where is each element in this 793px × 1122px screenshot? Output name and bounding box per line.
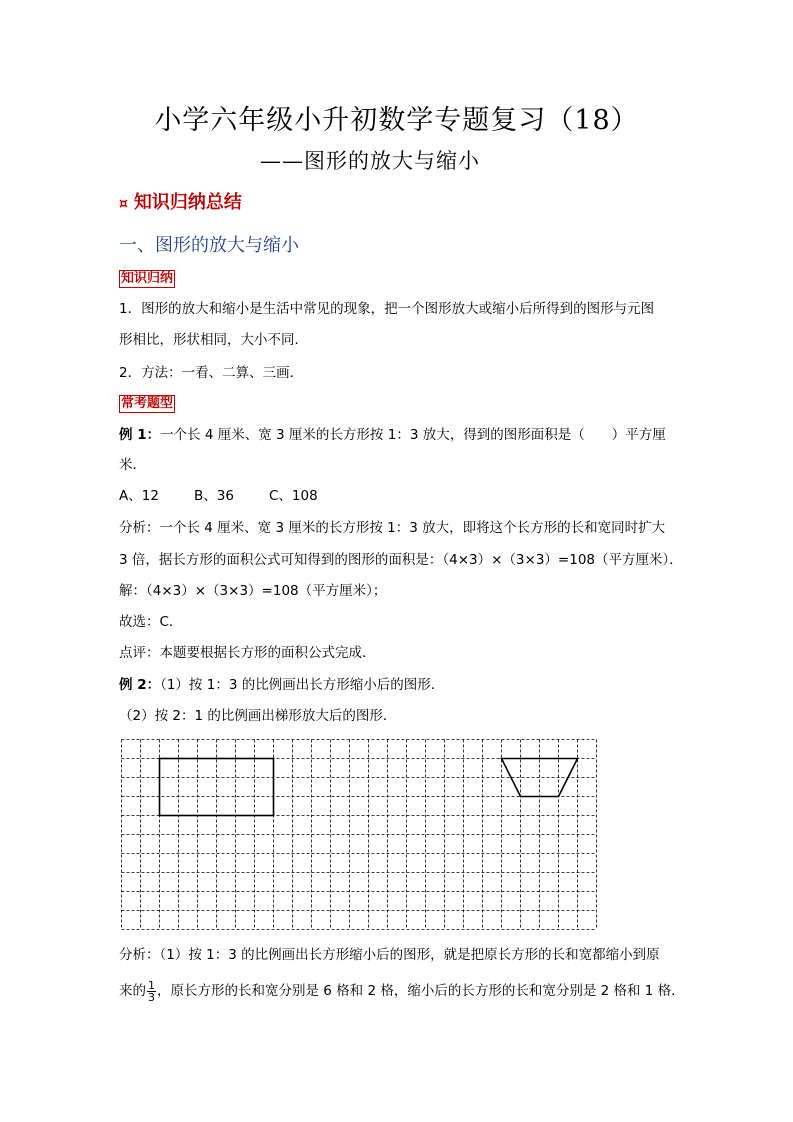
option-c: C、108	[269, 488, 318, 504]
example1-options	[119, 481, 679, 511]
example1-solution: 解：（4×3）×（3×3）=108（平方厘米）；	[119, 583, 387, 599]
analysis-prefix: 来的	[119, 983, 146, 999]
example1-text-2: 米．	[119, 457, 146, 473]
fraction-denominator: 3	[148, 990, 155, 1004]
example1-comment: 点评：本题要根据长方形的面积公式完成．	[119, 645, 376, 661]
example1-label: 例 1：	[119, 427, 161, 443]
page-subtitle: ——图形的放大与缩小	[260, 149, 480, 173]
part-heading: 一、图形的放大与缩小	[119, 235, 299, 256]
fraction-one-third	[147, 980, 156, 1003]
example2-question	[119, 670, 679, 700]
example1-analysis-1: 分析：一个长 4 厘米、宽 3 厘米的长方形按 1：3 放大，即将这个长方形的长和宽同时扩大	[119, 520, 666, 536]
page-title: 小学六年级小升初数学专题复习（18）	[154, 105, 639, 136]
example1-text-1: 一个长 4 厘米、宽 3 厘米的长方形按 1：3 放大，得到的图形面积是（ ）平方厘	[160, 427, 666, 443]
example2-text-2: （2）按 2：1 的比例画出梯形放大后的图形．	[119, 708, 397, 724]
example1-analysis-2: 3 倍，据长方形的面积公式可知得到的图形的面积是：（4×3）×（3×3）=108（平方厘米）．	[119, 552, 683, 568]
option-b: B、36	[194, 488, 234, 504]
example1-answer: 故选：C．	[119, 614, 183, 630]
section-heading	[119, 188, 242, 214]
fraction-numerator: 1	[148, 978, 155, 992]
analysis-suffix: ，原长方形的长和宽分别是 6 格和 2 格，缩小后的长方形的长和宽分别是 2 格和 1 格．	[157, 983, 685, 999]
section-mark-icon: ¤	[119, 196, 128, 212]
tag-common-questions: 常考题型	[121, 396, 174, 411]
knowledge-line-2: 形相比，形状相同，大小不同．	[119, 332, 308, 348]
tag-knowledge: 知识归纳	[121, 271, 174, 286]
section-heading-text: 知识归纳总结	[133, 192, 242, 213]
example2-text-1: （1）按 1：3 的比例画出长方形缩小后的图形．	[160, 677, 445, 693]
knowledge-line-1: 1．图形的放大和缩小是生活中常见的现象，把一个图形放大或缩小后所得到的图形与元图	[119, 301, 655, 317]
example2-analysis-1: 分析：（1）按 1：3 的比例画出长方形缩小后的图形，就是把原长方形的长和宽都缩小到原	[119, 947, 660, 963]
knowledge-line-3: 2．方法：一看、二算、三画．	[119, 365, 304, 381]
option-a: A、12	[119, 488, 159, 504]
grid-figure	[121, 739, 597, 931]
example1-question	[119, 420, 679, 450]
example2-analysis-2	[119, 976, 685, 1006]
example2-label: 例 2：	[119, 677, 161, 693]
